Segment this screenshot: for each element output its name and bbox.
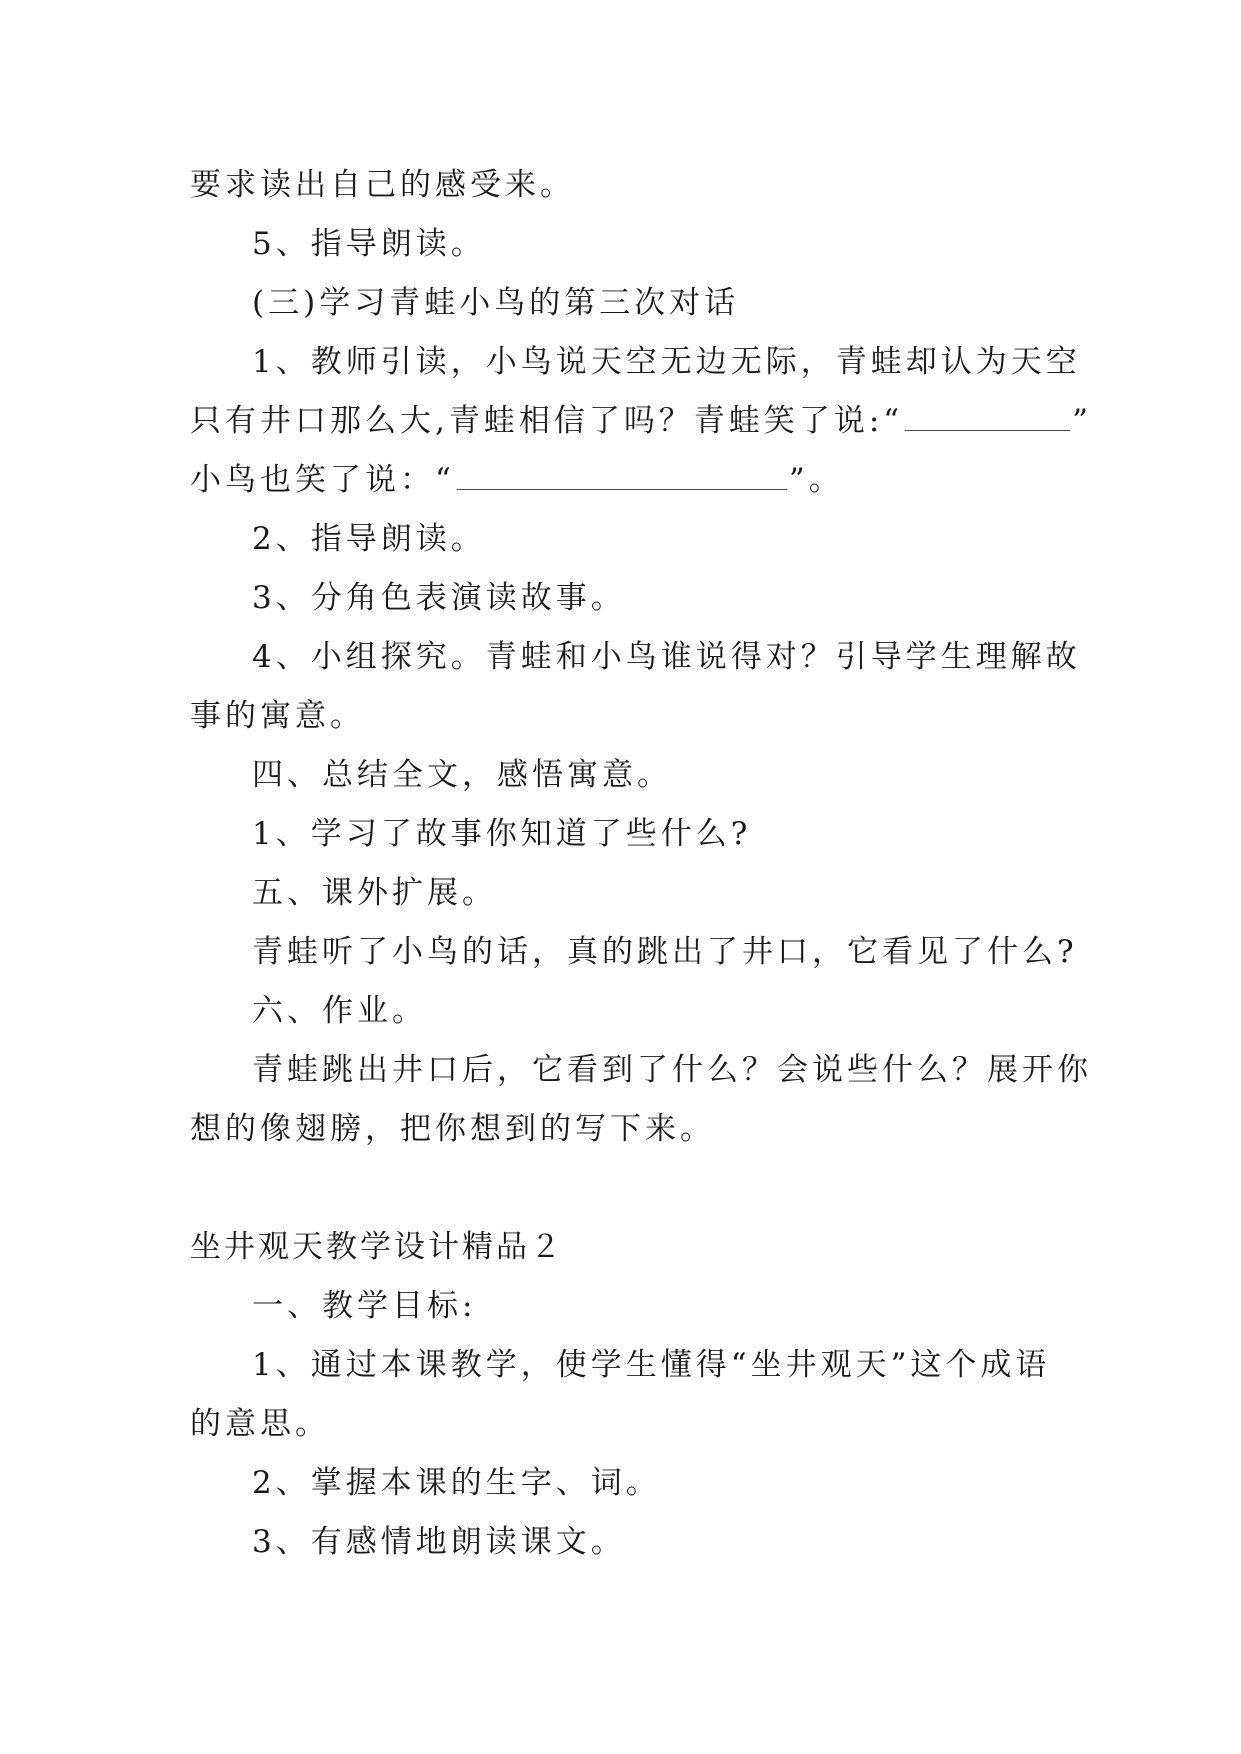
section-heading: 坐井观天教学设计精品２ bbox=[190, 1229, 564, 1265]
text-line-with-blank bbox=[190, 401, 1092, 441]
text-line: 青蛙跳出井口后，它看到了什么？会说些什么？展开你 bbox=[252, 1052, 1092, 1088]
text-line: 事的寓意。 bbox=[190, 698, 365, 734]
text-line: 想的像翅膀，把你想到的写下来。 bbox=[190, 1111, 715, 1147]
text-segment: ” bbox=[1072, 403, 1093, 439]
text-line: 5、指导朗读。 bbox=[252, 226, 486, 262]
text-line: 四、总结全文，感悟寓意。 bbox=[252, 757, 672, 793]
text-segment: ”。 bbox=[788, 462, 844, 498]
text-line: 一、教学目标: bbox=[252, 1288, 477, 1324]
text-line: 4、小组探究。青蛙和小鸟谁说得对？引导学生理解故 bbox=[252, 639, 1081, 675]
fill-in-blank bbox=[905, 408, 1070, 431]
text-line: 要求读出自己的感受来。 bbox=[190, 167, 575, 203]
text-segment: 只有井口那么大,青蛙相信了吗？青蛙笑了说:“ bbox=[190, 403, 904, 439]
text-line: 3、分角色表演读故事。 bbox=[252, 580, 626, 616]
text-line: 五、课外扩展。 bbox=[252, 875, 497, 911]
text-line: 青蛙听了小鸟的话，真的跳出了井口，它看见了什么? bbox=[252, 934, 1078, 970]
text-line: 3、有感情地朗读课文。 bbox=[252, 1524, 626, 1560]
text-line: 1、教师引读，小鸟说天空无边无际，青蛙却认为天空 bbox=[252, 344, 1081, 380]
text-segment: 小鸟也笑了说：“ bbox=[190, 462, 455, 498]
text-line: 2、指导朗读。 bbox=[252, 521, 486, 557]
text-line: 六、作业。 bbox=[252, 993, 427, 1029]
text-line: 的意思。 bbox=[190, 1406, 330, 1442]
text-line: 2、掌握本课的生字、词。 bbox=[252, 1465, 661, 1501]
text-line: 1、通过本课教学，使学生懂得“坐井观天”这个成语 bbox=[252, 1347, 1051, 1383]
text-line: 1、学习了故事你知道了些什么? bbox=[252, 816, 752, 852]
fill-in-blank bbox=[457, 467, 787, 490]
text-line: (三)学习青蛙小鸟的第三次对话 bbox=[252, 285, 740, 321]
text-line-with-blank bbox=[190, 460, 844, 500]
